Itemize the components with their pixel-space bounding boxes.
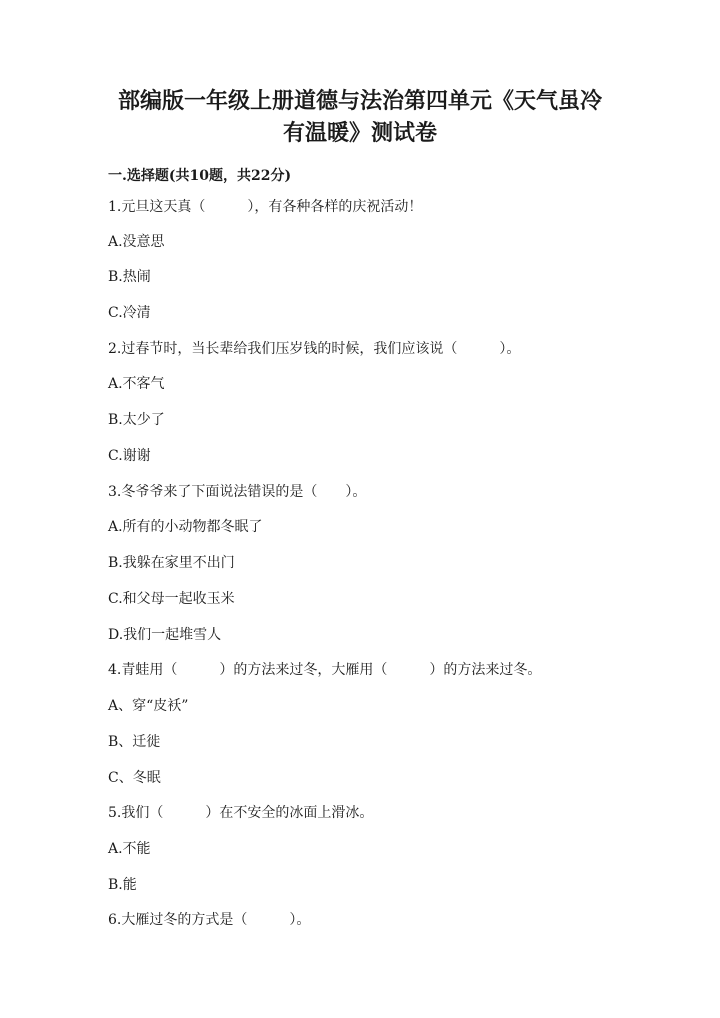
question-1-option-b: B.热闹 — [108, 269, 151, 285]
question-2-option-b: B.太少了 — [108, 412, 165, 428]
question-1-option-a: A.没意思 — [108, 234, 165, 250]
question-5-stem: 5.我们（ ）在不安全的冰面上滑冰。 — [108, 805, 374, 821]
page-title-line-2: 有温暖》测试卷 — [282, 120, 437, 146]
question-3-stem: 3.冬爷爷来了下面说法错误的是（ ）。 — [108, 484, 367, 500]
question-2-stem: 2.过春节时，当长辈给我们压岁钱的时候，我们应该说（ ）。 — [108, 341, 521, 357]
page-title-line-1: 部编版一年级上册道德与法治第四单元《天气虽冷 — [117, 88, 602, 114]
question-2-option-c: C.谢谢 — [108, 448, 151, 464]
question-4-stem: 4.青蛙用（ ）的方法来过冬，大雁用（ ）的方法来过冬。 — [108, 662, 542, 678]
question-4-option-b: B、迁徙 — [108, 734, 161, 750]
question-3-option-a: A.所有的小动物都冬眠了 — [108, 519, 263, 535]
question-2-option-a: A.不客气 — [108, 376, 165, 392]
question-3-option-c: C.和父母一起收玉米 — [108, 591, 235, 607]
question-6-stem: 6.大雁过冬的方式是（ ）。 — [108, 912, 311, 928]
question-3-option-b: B.我躲在家里不出门 — [108, 555, 235, 571]
section-heading: 一.选择题(共10题，共22分) — [108, 168, 292, 184]
question-5-option-b: B.能 — [108, 877, 137, 893]
question-4-option-a: A、穿“皮袄” — [108, 698, 189, 714]
question-1-option-c: C.冷清 — [108, 305, 151, 321]
question-1-stem: 1.元旦这天真（ ），有各种各样的庆祝活动！ — [108, 199, 423, 215]
question-5-option-a: A.不能 — [108, 841, 151, 857]
question-3-option-d: D.我们一起堆雪人 — [108, 627, 222, 643]
question-4-option-c: C、冬眠 — [108, 770, 161, 786]
